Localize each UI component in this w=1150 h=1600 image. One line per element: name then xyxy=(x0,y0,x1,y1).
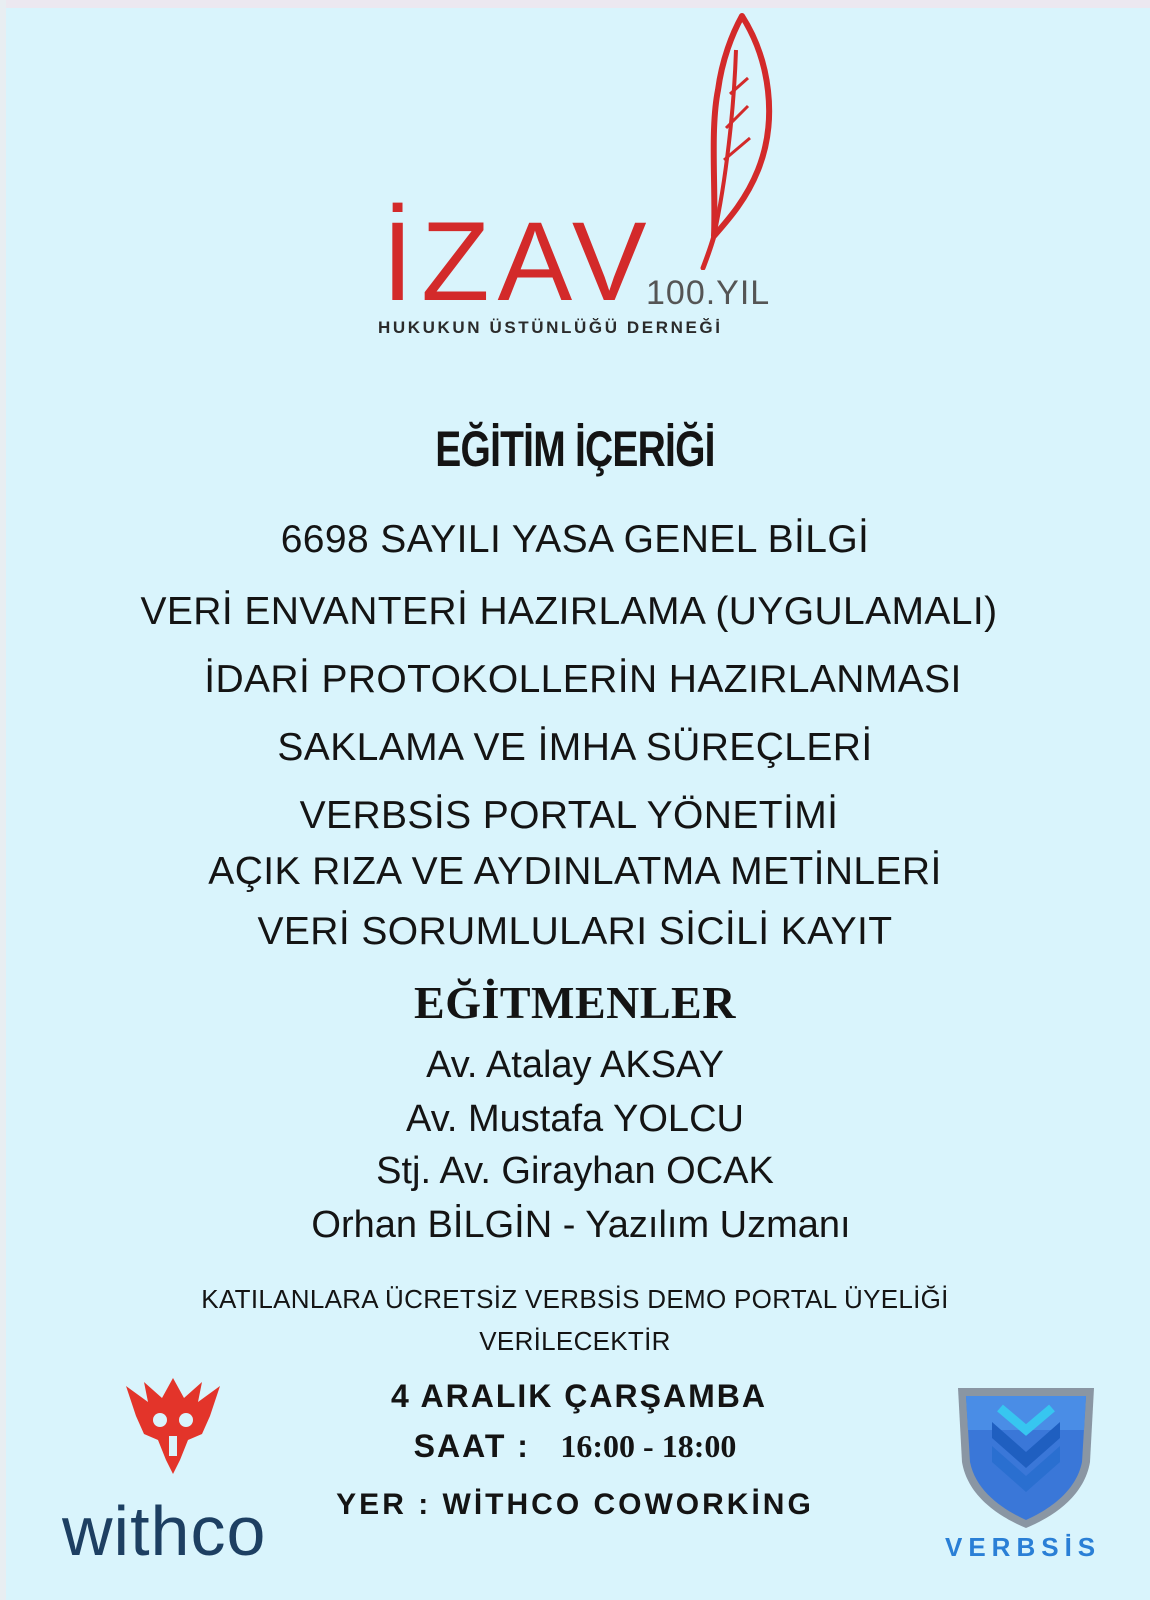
topic-item: AÇIK RIZA VE AYDINLATMA METİNLERİ xyxy=(208,850,942,893)
trainers-heading: EĞİTMENLER xyxy=(414,977,736,1028)
event-place: YER : WİTHCO COWORKİNG xyxy=(336,1488,814,1521)
top-border xyxy=(0,0,1150,8)
izav-logo xyxy=(370,10,810,350)
time-label: SAAT : xyxy=(413,1428,530,1464)
verbsis-logo-text: VERBSİS xyxy=(945,1532,1102,1562)
content-heading: EĞİTİM İÇERİĞİ xyxy=(435,421,715,477)
topic-item: VERİ SORUMLULARI SİCİLİ KAYIT xyxy=(257,910,893,953)
topic-item: 6698 SAYILI YASA GENEL BİLGİ xyxy=(280,518,870,561)
time-value: 16:00 - 18:00 xyxy=(560,1428,737,1464)
trainer-name: Av. Mustafa YOLCU xyxy=(406,1098,744,1140)
topic-item: SAKLAMA VE İMHA SÜREÇLERİ xyxy=(277,726,873,769)
topic-item: VERİ ENVANTERİ HAZIRLAMA (UYGULAMALI) xyxy=(140,590,998,633)
logo-subtitle: HUKUKUN ÜSTÜNLÜĞÜ DERNEĞİ xyxy=(378,318,723,337)
topic-item: İDARİ PROTOKOLLERİN HAZIRLANMASI xyxy=(204,658,962,701)
withco-mark-icon xyxy=(118,1376,228,1486)
trainer-name: Stj. Av. Girayhan OCAK xyxy=(376,1150,774,1192)
trainer-name: Av. Atalay AKSAY xyxy=(426,1044,724,1086)
withco-logo-text: withco xyxy=(62,1492,267,1570)
logo-letters: İZAV xyxy=(382,199,655,324)
membership-note: KATILANLARA ÜCRETSİZ VERBSİS DEMO PORTAL ÜYELİĞİ xyxy=(201,1284,949,1314)
feather-icon xyxy=(670,10,780,270)
shield-icon xyxy=(952,1380,1100,1530)
trainer-name: Orhan BİLGİN - Yazılım Uzmanı xyxy=(311,1204,851,1246)
logo-year: 100.YIL xyxy=(646,274,771,312)
event-date: 4 ARALIK ÇARŞAMBA xyxy=(391,1378,767,1414)
topic-item: VERBSİS PORTAL YÖNETİMİ xyxy=(299,794,839,837)
membership-note-line2: VERİLECEKTİR xyxy=(479,1326,671,1356)
